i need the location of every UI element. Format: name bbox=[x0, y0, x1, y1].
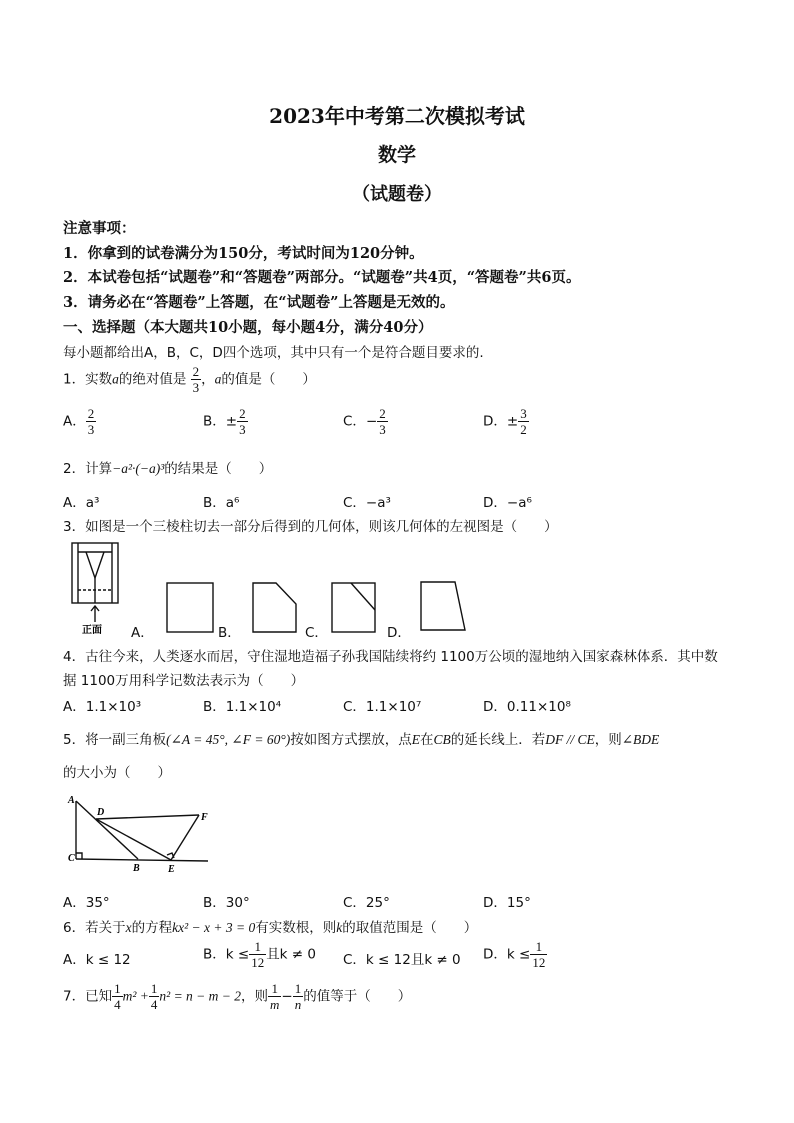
question-5-line-2: 的大小为（ ） bbox=[63, 765, 171, 781]
svg-text:C: C bbox=[68, 853, 75, 864]
question-7: 7．已知 $\frac{1}{4}$ m² + $\frac{1}{4}$ n² = n − m − 2，则 $\frac{1}{m}$ − $\frac{1}{n}$ 的值等于（ ） bbox=[63, 981, 412, 1012]
question-3: 3．如图是一个三棱柱切去一部分后得到的几何体，则该几何体的左视图是（ ） bbox=[63, 519, 558, 535]
q1-option-c: C．− $\frac{2}{3}$ bbox=[343, 406, 386, 437]
q1-option-b: B．± $\frac{2}{3}$ bbox=[203, 406, 246, 437]
q3-option-d-shape bbox=[417, 580, 469, 634]
question-4-line-1: 4．古往今来，人类逐水而居，守住湿地造福子孙我国陆续将约 1100万公顷的湿地纳入国家森林体系．其中数 bbox=[63, 649, 718, 665]
question-2: 2．计算−a²·(−a)³的结果是（ ） bbox=[63, 461, 273, 477]
q1-option-a: A． $\frac{2}{3}$ bbox=[63, 406, 95, 437]
q4-option-b: B．1.1×10⁴ bbox=[203, 699, 282, 715]
paper-title: （试题卷） bbox=[352, 184, 442, 205]
q4-option-a: A．1.1×10³ bbox=[63, 699, 142, 715]
notes-heading: 注意事项： bbox=[63, 220, 136, 237]
svg-text:F: F bbox=[201, 812, 208, 823]
front-label: 正面 bbox=[82, 625, 102, 636]
q3-option-c-label: C． bbox=[305, 625, 328, 641]
q6-option-b: B．k ≤ $\frac{1}{12}$ 且k ≠ 0 bbox=[203, 939, 316, 970]
note-item-3: 3．请务必在“答题卷”上答题，在“试题卷”上答题是无效的。 bbox=[63, 294, 455, 311]
q3-option-c-shape bbox=[331, 582, 377, 634]
q5-option-b: B．30° bbox=[203, 895, 250, 911]
q3-option-a-label: A． bbox=[131, 625, 154, 641]
note-item-1: 1．你拿到的试卷满分为150分，考试时间为120分钟。 bbox=[63, 245, 424, 262]
question-5-line-1: 5．将一副三角板(∠A = 45°, ∠F = 60°)按如图方式摆放，点E在CB的延长线上．若DF // CE，则∠BDE bbox=[63, 732, 660, 748]
q2-option-a: A．a³ bbox=[63, 495, 100, 511]
svg-text:B: B bbox=[133, 863, 140, 874]
question-4-line-2: 据 1100万用科学记数法表示为（ ） bbox=[63, 673, 305, 689]
q6-option-d: D．k ≤ $\frac{1}{12}$ bbox=[483, 939, 546, 970]
q5-option-c: C．25° bbox=[343, 895, 390, 911]
q1-option-d: D．± $\frac{3}{2}$ bbox=[483, 406, 527, 437]
q6-option-c: C．k ≤ 12且k ≠ 0 bbox=[343, 952, 461, 968]
svg-text:D: D bbox=[97, 807, 105, 818]
svg-text:A: A bbox=[68, 795, 75, 806]
subject-title: 数学 bbox=[377, 144, 416, 166]
q3-option-b-shape bbox=[252, 582, 298, 634]
triangle-figure bbox=[66, 793, 216, 875]
q4-option-c: C．1.1×10⁷ bbox=[343, 699, 422, 715]
svg-text:E: E bbox=[168, 864, 175, 875]
q1-fraction: $\frac{2}{3}$ bbox=[192, 364, 200, 395]
q6-option-a: A．k ≤ 12 bbox=[63, 952, 131, 968]
prism-figure bbox=[68, 540, 128, 635]
section-instruction: 每小题都给出A，B，C，D四个选项，其中只有一个是符合题目要求的. bbox=[63, 345, 484, 361]
section-title: 一、选择题（本大题共10小题，每小题4分，满分40分） bbox=[63, 319, 433, 336]
q3-option-a-shape bbox=[166, 582, 216, 634]
q4-option-d: D．0.11×10⁸ bbox=[483, 699, 571, 715]
note-item-2: 2．本试卷包括“试题卷”和“答题卷”两部分。“试题卷”共4页，“答题卷”共6页。 bbox=[63, 269, 581, 286]
q2-option-c: C．−a³ bbox=[343, 495, 391, 511]
q3-option-b-label: B． bbox=[218, 625, 241, 641]
q2-option-d: D．−a⁶ bbox=[483, 495, 532, 511]
question-1: 1．实数a的绝对值是 $\frac{2}{3}$ ，a的值是（ ） bbox=[63, 364, 316, 395]
q3-option-d-label: D． bbox=[387, 625, 411, 641]
question-6: 6．若关于x的方程kx² − x + 3 = 0有实数根，则k的取值范围是（ ） bbox=[63, 920, 478, 936]
exam-title: 2023年中考第二次模拟考试 bbox=[269, 104, 525, 128]
q5-option-d: D．15° bbox=[483, 895, 531, 911]
q2-option-b: B．a⁶ bbox=[203, 495, 240, 511]
q5-option-a: A．35° bbox=[63, 895, 110, 911]
